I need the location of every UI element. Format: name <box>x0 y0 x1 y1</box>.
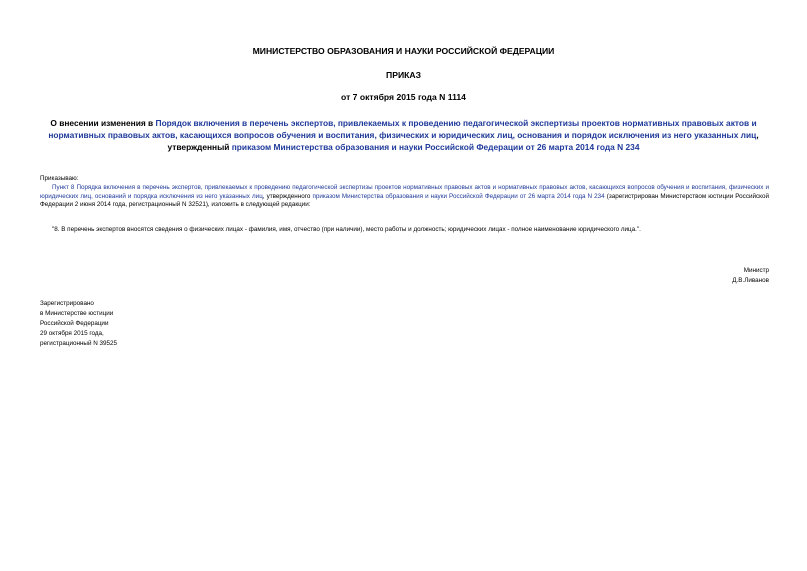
title-link-order[interactable]: приказом Министерства образования и науки Российской Федерации от 26 марта 2014 года N 234 <box>231 142 640 152</box>
registration-block <box>40 299 117 349</box>
registration-line: в Министерстве юстиции <box>40 310 114 317</box>
title-prefix: О внесении изменения в <box>50 118 156 128</box>
preamble: Приказываю: <box>40 175 79 182</box>
para-link-order[interactable]: приказом Министерства образования и науки Российской Федерации от 26 марта 2014 года N 234 <box>312 192 605 200</box>
document-title <box>40 117 767 153</box>
document-type: ПРИКАЗ <box>386 70 421 80</box>
registration-line: регистрационный N 39525 <box>40 340 118 347</box>
para-end: (зарегистрирован Министерством юстиции Российской Федерации 2 июня 2014 года, регистрационный N 32521), изложить в следующей редакции: <box>40 192 770 209</box>
document-date: от 7 октября 2015 года N 1114 <box>341 92 466 102</box>
paragraph-main <box>40 184 769 210</box>
signature-name: Д.В.Ливанов <box>732 277 769 284</box>
registration-line: 29 октября 2015 года, <box>40 330 104 337</box>
signature-block <box>732 266 769 286</box>
title-link-procedure[interactable]: Порядок включения в перечень экспертов, привлекаемых к проведению педагогической экспертизы проектов нормативных правовых актов и нормативных правовых актов, касающихся вопросов обучения и воспитания, физических и юридических лиц, основания и порядок исключения из него указанных лиц <box>48 118 757 140</box>
signature-position: Министр <box>743 267 769 274</box>
para-link-procedure[interactable]: Пункт 8 Порядка включения в перечень экспертов, привлекаемых к проведению педагогической экспертизы проектов нормативных правовых актов и нормативных правовых актов, касающихся вопросов обучения и воспитания, физических и юридических лиц, оснований и порядка исключения из него указанных лиц <box>40 184 769 200</box>
title-middle: , утвержденный <box>167 130 759 152</box>
quoted-amendment: "8. В перечень экспертов вносятся сведения о физических лицах - фамилия, имя, отчество (при наличии), место работы и должность; юридических лицах - полное наименование юридического лица.". <box>52 226 641 233</box>
ministry-heading: МИНИСТЕРСТВО ОБРАЗОВАНИЯ И НАУКИ РОССИЙСКОЙ ФЕДЕРАЦИИ <box>252 46 555 56</box>
registration-line: Зарегистрировано <box>40 300 94 307</box>
registration-line: Российской Федерации <box>40 320 109 327</box>
para-middle: , утвержденного <box>262 192 313 200</box>
